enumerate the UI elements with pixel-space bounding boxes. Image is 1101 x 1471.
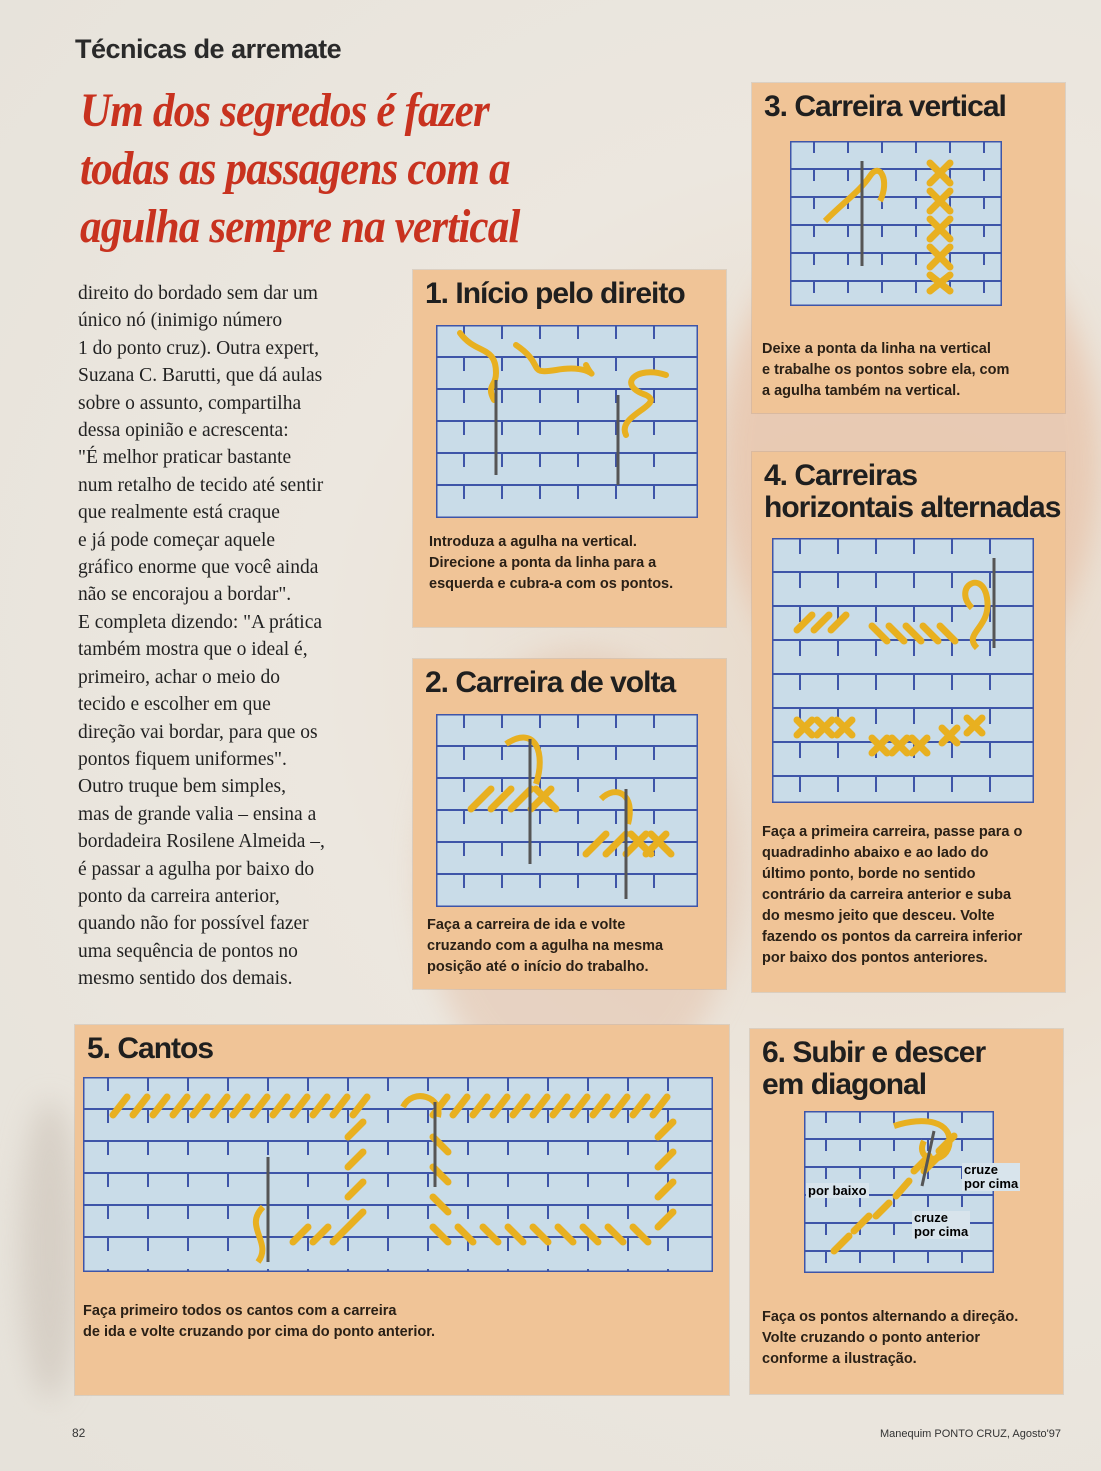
step-4-illustration — [772, 538, 1034, 803]
label-cruze-por-cima: cruze por cima — [914, 1210, 969, 1239]
step-1-illustration — [436, 325, 698, 518]
step-5-illustration — [83, 1077, 713, 1272]
step-4-box — [752, 452, 1065, 992]
step-6-caption: Faça os pontos alternando a direção. Volte cruzando o ponto anterior conforme a ilustração. — [762, 1309, 1019, 1367]
publication-credit: Manequim PONTO CRUZ, Agosto'97 — [879, 1428, 1061, 1440]
step-4-caption: Faça a primeira carreira, passe para o quadradinho abaixo e ao lado do último ponto, borde no sentido contrário da carreira anterior e suba do mesmo jeito que desceu. Volte fazendo os pontos da carreira inferior por baixo dos pontos anteriores. — [762, 824, 1023, 966]
step-2-title: 2. Carreira de volta — [425, 666, 676, 699]
body-paragraph: direito do bordado sem dar um único nó (inimigo número 1 do ponto cruz). Outra expert, Suzana C. Barutti, que dá aulas sobre o assunto, compartilha dessa opinião e acrescenta: "É melhor praticar bastante num retalho de tecido até sentir que realmente está craque e já pode começar aquele gráfico enorme que você ainda não se encorajou a bordar". E completa dizendo: "A prática também mostra que o ideal é, primeiro, achar o meio do tecido e escolher em que direção vai bordar, para que os pontos fiquem uniformes". Outro truque bem simples, mas de grande valia – ensina a bordadeira Rosilene Almeida –, é passar a agulha por baixo do ponto da carreira anterior, quando não for possível fazer uma sequência de pontos no mesmo sentido dos demais. — [78, 283, 325, 990]
step-1-title: 1. Início pelo direito — [425, 277, 685, 310]
step-5-box — [75, 1025, 729, 1395]
step-6-title: 6. Subir e descer em diagonal — [762, 1036, 986, 1101]
step-5-caption: Faça primeiro todos os cantos com a carreira de ida e volte cruzando por cima do ponto anterior. — [83, 1303, 436, 1340]
step-5-title: 5. Cantos — [87, 1032, 214, 1065]
step-2-box — [413, 659, 726, 989]
body-text — [78, 280, 378, 993]
step-4-title: 4. Carreiras horizontais alternadas — [764, 459, 1061, 524]
page-number: 82 — [72, 1426, 86, 1440]
step-1-box — [413, 270, 726, 627]
step-6-box — [750, 1029, 1063, 1394]
section-label: Técnicas de arremate — [75, 34, 342, 64]
step-3-caption: Deixe a ponta da linha na vertical e trabalhe os pontos sobre ela, com a agulha também na vertical. — [762, 341, 1010, 399]
step-3-box — [752, 83, 1065, 413]
label-por-baixo: por baixo — [808, 1183, 867, 1198]
label-cruze-por-cima: cruze por cima — [964, 1162, 1019, 1191]
step-3-illustration — [790, 141, 1002, 306]
step-1-caption: Introduza a agulha na vertical. Direcione a ponta da linha para a esquerda e cubra-a com os pontos. — [429, 534, 674, 592]
headline: Um dos segredos é fazer todas as passagens com a agulha sempre na vertical — [80, 84, 520, 253]
step-2-caption: Faça a carreira de ida e volte cruzando com a agulha na mesma posição até o início do trabalho. — [427, 917, 664, 975]
step-3-title: 3. Carreira vertical — [764, 90, 1006, 123]
step-2-illustration — [436, 714, 698, 907]
